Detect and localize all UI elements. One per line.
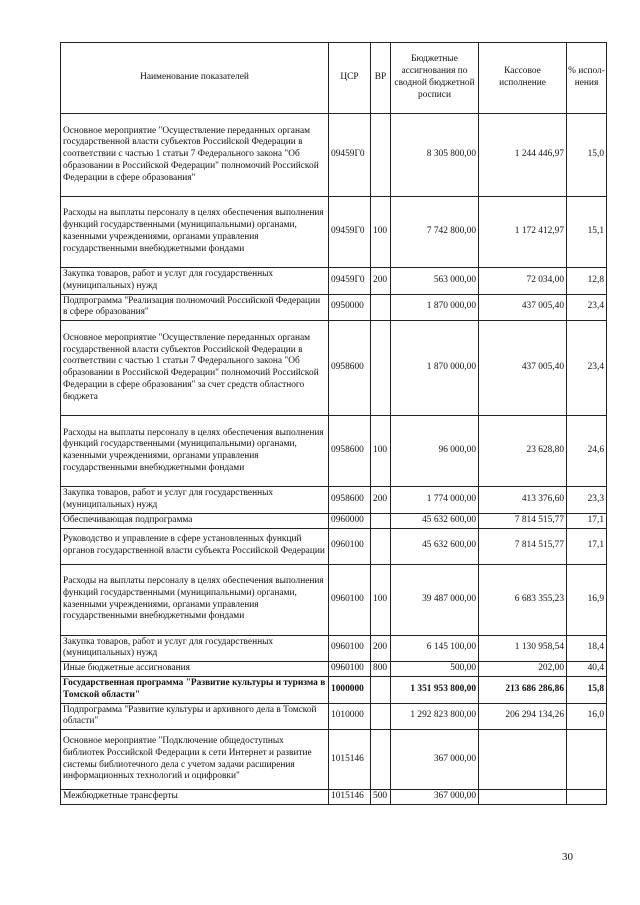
cell-percent-execution: 24,6 xyxy=(567,416,607,487)
cell-name: Расходы на выплаты персоналу в целях обеспечения выполнения функций государственными (муниципальными) органами, казенными учреждениями, органами управления государственными внебюджетными фондами xyxy=(61,564,329,635)
cell-csr: 1000000 xyxy=(329,676,371,703)
cell-name: Государственная программа "Развитие культуры и туризма в Томской области" xyxy=(61,676,329,703)
cell-assignments: 500,00 xyxy=(391,662,479,677)
table-row xyxy=(61,790,607,805)
cell-csr: 1015146 xyxy=(329,730,371,790)
header-assignments: Бюджетные ассигнования по сводной бюджетной росписи xyxy=(391,43,479,114)
table-row xyxy=(61,294,607,321)
cell-cash-execution: 7 814 515,77 xyxy=(479,528,567,564)
cell-csr: 0958600 xyxy=(329,416,371,487)
cell-percent-execution: 40,4 xyxy=(567,662,607,677)
cell-cash-execution: 202,00 xyxy=(479,662,567,677)
cell-cash-execution xyxy=(479,790,567,805)
cell-name: Основное мероприятие "Подключение общедоступных библиотек Российской Федерации к сети Интернет и развитие системы библиотечного дела с учетом задачи расширения информационных технологий и оцифровки" xyxy=(61,730,329,790)
cell-csr: 0960100 xyxy=(329,564,371,635)
cell-csr: 0960100 xyxy=(329,662,371,677)
cell-vr xyxy=(371,114,391,197)
cell-name: Закупка товаров, работ и услуг для государственных (муниципальных) нужд xyxy=(61,635,329,662)
cell-percent-execution: 12,8 xyxy=(567,268,607,295)
page-number: 30 xyxy=(562,851,573,863)
cell-percent-execution: 23,4 xyxy=(567,321,607,416)
table-row xyxy=(61,676,607,703)
cell-assignments: 8 305 800,00 xyxy=(391,114,479,197)
header-percent-execution: % испол-нения xyxy=(567,43,607,114)
cell-csr: 0960100 xyxy=(329,635,371,662)
cell-assignments: 1 870 000,00 xyxy=(391,294,479,321)
table-row xyxy=(61,114,607,197)
cell-assignments: 367 000,00 xyxy=(391,790,479,805)
cell-assignments: 1 292 823 800,00 xyxy=(391,703,479,730)
cell-cash-execution xyxy=(479,730,567,790)
cell-assignments: 1 870 000,00 xyxy=(391,321,479,416)
cell-percent-execution xyxy=(567,790,607,805)
cell-name: Расходы на выплаты персоналу в целях обеспечения выполнения функций государственными (муниципальными) органами, казенными учреждениями, органами управления государственными внебюджетными фондами xyxy=(61,197,329,268)
cell-csr: 0960000 xyxy=(329,513,371,528)
cell-assignments: 45 632 600,00 xyxy=(391,513,479,528)
cell-assignments: 7 742 800,00 xyxy=(391,197,479,268)
cell-csr: 09459Г0 xyxy=(329,268,371,295)
cell-cash-execution: 72 034,00 xyxy=(479,268,567,295)
cell-cash-execution: 437 005,40 xyxy=(479,321,567,416)
cell-name: Подпрограмма "Реализация полномочий Российской Федерации в сфере образования" xyxy=(61,294,329,321)
cell-cash-execution: 7 814 515,77 xyxy=(479,513,567,528)
cell-vr xyxy=(371,703,391,730)
cell-csr: 0960100 xyxy=(329,528,371,564)
header-csr: ЦСР xyxy=(329,43,371,114)
cell-name: Подпрограмма "Развитие культуры и архивного дела в Томской области" xyxy=(61,703,329,730)
cell-percent-execution: 15,0 xyxy=(567,114,607,197)
table-row xyxy=(61,635,607,662)
cell-name: Обеспечивающая подпрограмма xyxy=(61,513,329,528)
cell-percent-execution: 17,1 xyxy=(567,513,607,528)
cell-cash-execution: 23 628,80 xyxy=(479,416,567,487)
cell-csr: 09459Г0 xyxy=(329,114,371,197)
cell-csr: 0958600 xyxy=(329,321,371,416)
cell-vr xyxy=(371,321,391,416)
cell-name: Расходы на выплаты персоналу в целях обеспечения выполнения функций государственными (муниципальными) органами, казенными учреждениями, органами управления государственными внебюджетными фондами xyxy=(61,416,329,487)
table-row xyxy=(61,268,607,295)
cell-name: Основное мероприятие "Осуществление переданных органам государственной власти субъектов Российской Федерации в соответствии с частью 1 статьи 7 Федерального закона "Об образовании в Российской Федерации" полномочий Российской Федерации в сфере образования" xyxy=(61,114,329,197)
header-name: Наименование показателей xyxy=(61,43,329,114)
table-row xyxy=(61,528,607,564)
cell-csr: 1015146 xyxy=(329,790,371,805)
cell-vr xyxy=(371,513,391,528)
cell-vr xyxy=(371,528,391,564)
cell-percent-execution xyxy=(567,730,607,790)
cell-cash-execution: 213 686 286,86 xyxy=(479,676,567,703)
cell-vr: 100 xyxy=(371,197,391,268)
cell-assignments: 39 487 000,00 xyxy=(391,564,479,635)
cell-name: Основное мероприятие "Осуществление переданных органам государственной власти субъектов Российской Федерации в соответствии с частью 1 статьи 7 Федерального закона "Об образовании в Российской Федерации" полномочий Российской Федерации в сфере образования" за счет средств областного бюджета xyxy=(61,321,329,416)
table-row xyxy=(61,703,607,730)
cell-cash-execution: 413 376,60 xyxy=(479,487,567,514)
cell-vr: 100 xyxy=(371,564,391,635)
cell-percent-execution: 23,3 xyxy=(567,487,607,514)
cell-cash-execution: 206 294 134,26 xyxy=(479,703,567,730)
cell-name: Руководство и управление в сфере установленных функций органов государственной власти субъекта Российской Федерации xyxy=(61,528,329,564)
cell-csr: 0958600 xyxy=(329,487,371,514)
cell-cash-execution: 1 172 412,97 xyxy=(479,197,567,268)
cell-vr xyxy=(371,294,391,321)
cell-vr: 200 xyxy=(371,635,391,662)
cell-percent-execution: 16,9 xyxy=(567,564,607,635)
cell-vr: 100 xyxy=(371,416,391,487)
table-row xyxy=(61,321,607,416)
header-cash-execution: Кассовое исполнение xyxy=(479,43,567,114)
budget-execution-table xyxy=(60,42,607,805)
header-vr: ВР xyxy=(371,43,391,114)
cell-cash-execution: 1 244 446,97 xyxy=(479,114,567,197)
table-row xyxy=(61,564,607,635)
cell-name: Закупка товаров, работ и услуг для государственных (муниципальных) нужд xyxy=(61,268,329,295)
table-header-row xyxy=(61,43,607,114)
table-row xyxy=(61,197,607,268)
cell-percent-execution: 17,1 xyxy=(567,528,607,564)
cell-percent-execution: 15,8 xyxy=(567,676,607,703)
cell-percent-execution: 23,4 xyxy=(567,294,607,321)
cell-assignments: 1 351 953 800,00 xyxy=(391,676,479,703)
cell-percent-execution: 16,0 xyxy=(567,703,607,730)
cell-assignments: 563 000,00 xyxy=(391,268,479,295)
table-row xyxy=(61,662,607,677)
table-body xyxy=(61,114,607,805)
cell-percent-execution: 15,1 xyxy=(567,197,607,268)
cell-assignments: 6 145 100,00 xyxy=(391,635,479,662)
cell-csr: 1010000 xyxy=(329,703,371,730)
cell-assignments: 1 774 000,00 xyxy=(391,487,479,514)
cell-percent-execution: 18,4 xyxy=(567,635,607,662)
cell-name: Закупка товаров, работ и услуг для государственных (муниципальных) нужд xyxy=(61,487,329,514)
cell-assignments: 96 000,00 xyxy=(391,416,479,487)
cell-csr: 09459Г0 xyxy=(329,197,371,268)
cell-vr xyxy=(371,676,391,703)
cell-vr: 800 xyxy=(371,662,391,677)
cell-vr xyxy=(371,730,391,790)
table-row xyxy=(61,487,607,514)
table-row xyxy=(61,730,607,790)
cell-cash-execution: 437 005,40 xyxy=(479,294,567,321)
cell-assignments: 367 000,00 xyxy=(391,730,479,790)
cell-vr: 500 xyxy=(371,790,391,805)
cell-vr: 200 xyxy=(371,487,391,514)
cell-name: Иные бюджетные ассигнования xyxy=(61,662,329,677)
cell-name: Межбюджетные трансферты xyxy=(61,790,329,805)
cell-csr: 0950000 xyxy=(329,294,371,321)
table-row xyxy=(61,513,607,528)
cell-cash-execution: 6 683 355,23 xyxy=(479,564,567,635)
table-row xyxy=(61,416,607,487)
cell-assignments: 45 632 600,00 xyxy=(391,528,479,564)
cell-cash-execution: 1 130 958,54 xyxy=(479,635,567,662)
cell-vr: 200 xyxy=(371,268,391,295)
